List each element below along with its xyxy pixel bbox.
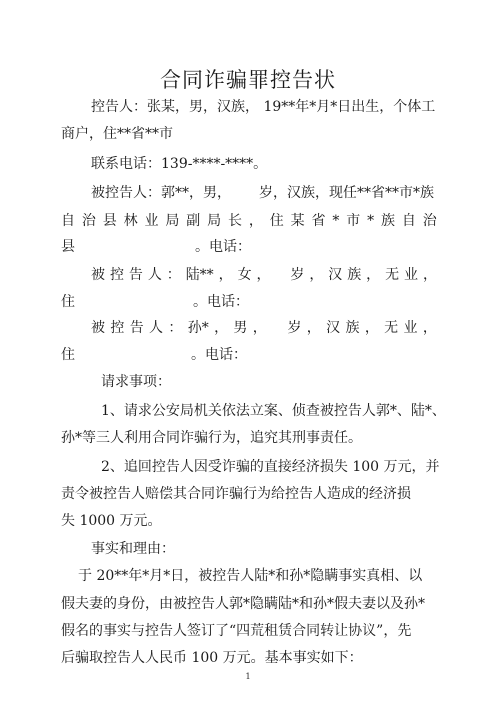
justified-text-segment: 陆** — [185, 267, 214, 283]
justified-text-segment: ， — [366, 267, 381, 283]
defendant-1-line-3: 县 。电话： — [61, 239, 251, 255]
justified-text-segment: 控 — [110, 320, 125, 336]
justified-text-segment: ， — [256, 267, 271, 283]
justified-text-segment — [275, 265, 285, 285]
justified-text-segment: 副 — [186, 213, 201, 229]
justified-text-segment: ， — [422, 320, 437, 336]
justified-text-segment: 无 — [385, 267, 400, 283]
justified-text-segment: ： — [166, 267, 181, 283]
defendant-3-line-2: 住 。电话： — [61, 347, 247, 363]
facts-line-1: 于 20**年*月*日，被控告人陆*和孙*隐瞒事实真相、以 — [78, 568, 423, 584]
requests-heading: 请求事项： — [101, 374, 171, 390]
justified-text-segment: 男 — [233, 320, 248, 336]
justified-text-segment: 局 — [165, 213, 180, 229]
justified-text-segment: 无 — [384, 320, 399, 336]
justified-text-segment: 治 — [422, 213, 437, 229]
defendant-2-line-2: 住 。电话： — [61, 294, 249, 310]
justified-text-segment: * — [332, 213, 340, 229]
justified-text-segment: 业 — [144, 213, 159, 229]
justified-text-segment: ， — [248, 213, 263, 229]
justified-text-segment: 治 — [81, 213, 96, 229]
justified-text-segment: 族 — [345, 320, 360, 336]
page-number: 1 — [245, 672, 251, 681]
justified-text-segment: 汉 — [326, 320, 341, 336]
justified-text-segment: 长 — [228, 213, 242, 229]
justified-text-segment: 控 — [109, 267, 124, 283]
request-2-line-1: 2、追回控告人因受诈骗的直接经济损失 100 万元，并 — [101, 459, 440, 475]
justified-text-segment: 告 — [128, 267, 143, 283]
justified-text-segment: 孙* — [187, 320, 209, 336]
justified-text-segment: 县 — [102, 213, 117, 229]
justified-text-segment: ， — [422, 267, 437, 283]
facts-heading: 事实和理由： — [91, 541, 175, 557]
justified-text-segment: 省 — [311, 213, 326, 229]
justified-text-segment: 住 — [269, 213, 284, 229]
request-2-line-3: 失 1000 万元。 — [61, 513, 162, 529]
complainant-line-2: 商户，住**省**市 — [61, 126, 173, 142]
defendant-3-line-1 — [91, 318, 437, 338]
facts-line-2: 假夫妻的身份，由被控告人郭*隐瞒陆*和孙*假夫妻以及孙* — [61, 596, 425, 612]
justified-text-segment: 族 — [347, 267, 362, 283]
justified-text-segment: 某 — [290, 213, 305, 229]
justified-text-segment: ， — [309, 267, 324, 283]
defendant-2-line-1 — [91, 265, 437, 285]
justified-text-segment: 自 — [61, 213, 75, 229]
complainant-line-1: 控告人：张某，男，汉族， 19**年*月*日出生，个体工 — [91, 99, 436, 115]
document-title: 合同诈骗罪控告状 — [160, 68, 336, 92]
justified-text-segment: 业 — [403, 320, 418, 336]
request-2-line-2: 责令被控告人赔偿其合同诈骗行为给控告人造成的经济损 — [61, 486, 411, 502]
justified-text-segment: 女 — [237, 267, 252, 283]
justified-text-segment: ， — [306, 320, 321, 336]
justified-text-segment: 人 — [147, 267, 162, 283]
justified-text-segment: ： — [168, 320, 183, 336]
justified-text-segment: 被 — [91, 320, 105, 336]
justified-text-segment: ， — [218, 267, 233, 283]
justified-text-segment: 族 — [381, 213, 395, 229]
facts-line-4: 后骗取控告人人民币 100 万元。基本事实如下： — [61, 650, 363, 666]
justified-text-segment: ， — [364, 320, 379, 336]
justified-text-segment: 业 — [404, 267, 418, 283]
justified-text-segment: 被 — [91, 267, 105, 283]
defendant-1-line-2 — [61, 211, 437, 231]
justified-text-segment: ， — [252, 320, 267, 336]
contact-phone: 联系电话：139-****-****。 — [91, 156, 268, 172]
justified-text-segment: 自 — [401, 213, 416, 229]
justified-text-segment: ， — [214, 320, 229, 336]
justified-text-segment: 岁 — [290, 267, 305, 283]
request-1-line-2: 孙*等三人利用合同诈骗行为，追究其刑事责任。 — [61, 430, 362, 446]
justified-text-segment: 林 — [123, 213, 138, 229]
request-1-line-1: 1、请求公安局机关依法立案、侦查被控告人郭*、陆*、 — [101, 403, 446, 419]
justified-text-segment: 岁 — [287, 320, 302, 336]
justified-text-segment: 市 — [346, 213, 361, 229]
justified-text-segment: 人 — [149, 320, 164, 336]
justified-text-segment: 告 — [129, 320, 144, 336]
justified-text-segment: 汉 — [328, 267, 343, 283]
justified-text-segment: * — [367, 213, 375, 229]
facts-line-3: 假名的事实与控告人签订了“四荒租赁合同转让协议”，先 — [61, 623, 412, 639]
defendant-1-line-1: 被控告人：郭**，男， 岁，汉族，现任**省**市*族 — [91, 185, 434, 201]
justified-text-segment: 局 — [207, 213, 222, 229]
justified-text-segment — [272, 318, 282, 338]
